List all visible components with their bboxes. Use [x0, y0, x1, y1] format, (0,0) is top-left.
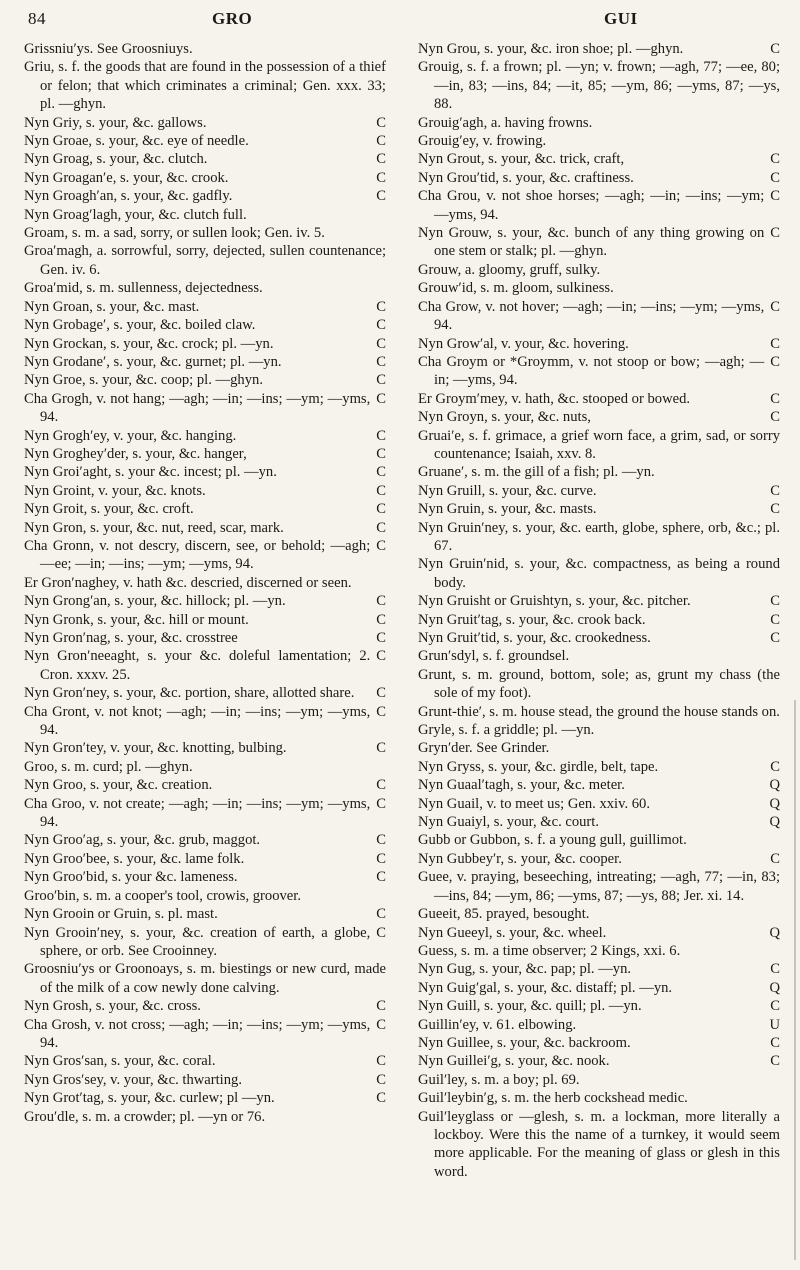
- entry-text: Nyn Groo, s. your, &c. creation.: [24, 777, 213, 794]
- entry-code: C: [376, 1053, 386, 1070]
- dictionary-entry: [24, 537, 386, 574]
- entry-text: Groo′bin, s. m. a cooper's tool, crowis, groover.: [24, 887, 301, 904]
- dictionary-entry: [418, 905, 780, 923]
- dictionary-entry: [418, 850, 780, 868]
- dictionary-entry: [24, 316, 386, 334]
- dictionary-entry: [418, 1016, 780, 1034]
- entry-text: Nyn Groint, v. your, &c. knots.: [24, 482, 206, 499]
- entry-code: C: [376, 335, 386, 352]
- entry-text: Nyn Groo′bee, s. your, &c. lame folk.: [24, 850, 245, 867]
- entry-code: Q: [769, 814, 780, 831]
- entry-text: Nyn Groe, s. your, &c. coop; pl. —ghyn.: [24, 372, 263, 389]
- dictionary-entry: [418, 500, 780, 518]
- entry-text: Grunt, s. m. ground, bottom, sole; as, grunt my chass (the sole of my foot).: [418, 666, 780, 702]
- dictionary-entry: [24, 611, 386, 629]
- entry-code: C: [376, 317, 386, 334]
- entry-code: C: [376, 630, 386, 646]
- entry-text: Er Gron′naghey, v. hath &c. descried, discerned or seen.: [24, 574, 352, 591]
- entry-text: Gruai′e, s. f. grimace, a grief worn face, a grim, sad, or sorry countenance; Isaiah, xxv. 8.: [418, 427, 780, 462]
- dictionary-entry: [24, 169, 386, 187]
- dictionary-entry: [418, 703, 780, 721]
- entry-text: Grouig′agh, a. having frowns.: [418, 114, 593, 131]
- dictionary-entry: [418, 924, 780, 942]
- entry-text: Grouw′id, s. m. gloom, sulkiness.: [418, 280, 614, 297]
- entry-code: Q: [769, 795, 780, 812]
- entry-text: Nyn Grou, s. your, &c. iron shoe; pl. —ghyn.: [418, 41, 684, 57]
- dictionary-entry: [24, 739, 386, 757]
- dictionary-entry: [418, 776, 780, 794]
- entry-code: C: [770, 409, 780, 426]
- entry-text: Cha Grou, v. not shoe horses; —agh; —in; —ins; —ym; —yms, 94.: [418, 188, 765, 223]
- dictionary-entry: [418, 335, 780, 353]
- entry-code: C: [376, 353, 386, 370]
- dictionary-entry: [24, 353, 386, 371]
- dictionary-entry: [24, 519, 386, 537]
- entry-text: Nyn Gronk, s. your, &c. hill or mount.: [24, 611, 249, 628]
- entry-text: Cha Grow, v. not hover; —agh; —in; —ins; —ym; —yms, 94.: [418, 298, 765, 334]
- entry-text: Nyn Groag′lagh, your, &c. clutch full.: [24, 206, 247, 223]
- entry-text: Grouig, s. f. a frown; pl. —yn; v. frown; —agh, 77; —ee, 80; —in, 83; —ins, 84; —it, 85; —ym, 86; —yms, 87; —ys, 88.: [418, 59, 780, 113]
- entry-code: C: [376, 906, 386, 923]
- entry-code: C: [376, 372, 386, 389]
- entry-text: Cha Groo, v. not create; —agh; —in; —ins; —ym; —yms, 94.: [24, 795, 371, 831]
- entry-text: Gryle, s. f. a griddle; pl. —yn.: [418, 722, 595, 739]
- dictionary-entry: [418, 1052, 780, 1070]
- dictionary-entry: [24, 776, 386, 794]
- entry-text: Guillin′ey, v. 61. elbowing.: [418, 1016, 577, 1033]
- entry-text: Griu, s. f. the goods that are found in the possession of a thief or felon; that which criminates a criminal; Gen. xxx. 33; pl. —ghyn.: [24, 59, 386, 113]
- entry-code: C: [376, 998, 386, 1015]
- entry-text: Nyn Groan, s. your, &c. mast.: [24, 298, 200, 315]
- entry-code: C: [376, 390, 386, 407]
- dictionary-entry: [418, 758, 780, 776]
- entry-code: C: [770, 758, 780, 775]
- dictionary-entry: [24, 924, 386, 961]
- entry-text: Guee, v. praying, beseeching, intreating; —agh, 77; —in, 83; —ins, 84; —ym, 86; —yms, 87; —ys, 88; Jer. xi. 14.: [418, 869, 780, 904]
- entry-code: C: [376, 924, 386, 941]
- entry-text: Nyn Gros′sey, v. your, &c. thwarting.: [24, 1071, 242, 1088]
- dictionary-entry: [418, 721, 780, 739]
- entry-code: C: [376, 648, 386, 665]
- entry-code: C: [770, 353, 780, 370]
- entry-text: Guil′ley, s. m. a boy; pl. 69.: [418, 1071, 580, 1088]
- dictionary-entry: [418, 942, 780, 960]
- entry-text: Nyn Gruit′tag, s. your, &c. crook back.: [418, 611, 646, 628]
- dictionary-entry: [24, 500, 386, 518]
- dictionary-entry: [418, 408, 780, 426]
- dictionary-entry: [24, 40, 386, 58]
- dictionary-entry: [418, 40, 780, 58]
- entry-text: Grouw, a. gloomy, gruff, sulky.: [418, 261, 601, 278]
- dictionary-entry: [24, 703, 386, 740]
- dictionary-entry: [24, 1108, 386, 1126]
- dictionary-entry: [418, 831, 780, 849]
- dictionary-entry: [418, 813, 780, 831]
- entry-code: C: [770, 169, 780, 186]
- entry-code: Q: [769, 979, 780, 996]
- dictionary-entry: [418, 298, 780, 335]
- entry-text: Nyn Gron, s. your, &c. nut, reed, scar, mark.: [24, 519, 284, 536]
- dictionary-entry: [418, 463, 780, 481]
- entry-text: Gueeit, 85. prayed, besought.: [418, 906, 590, 923]
- entry-text: Gryn′der. See Grinder.: [418, 740, 550, 757]
- entry-text: Nyn Guillee, s. your, &c. backroom.: [418, 1034, 631, 1051]
- entry-text: Grun′sdyl, s. f. groundsel.: [418, 648, 570, 665]
- entry-text: Nyn Groae, s. your, &c. eye of needle.: [24, 133, 249, 150]
- dictionary-entry: [24, 1016, 386, 1053]
- entry-text: Nyn Groi′aght, s. your &c. incest; pl. —yn.: [24, 464, 277, 481]
- entry-text: Nyn Grogh′ey, v. your, &c. hanging.: [24, 427, 237, 444]
- dictionary-entry: [24, 1052, 386, 1070]
- entry-text: Grou′dle, s. m. a crowder; pl. —yn or 76.: [24, 1108, 266, 1125]
- entry-text: Nyn Gruin′ney, s. your, &c. earth, globe, sphere, orb, &c.; pl. 67.: [418, 519, 780, 554]
- entry-code: C: [770, 501, 780, 518]
- entry-text: Er Groym′mey, v. hath, &c. stooped or bowed.: [418, 390, 691, 407]
- entry-code: C: [376, 188, 386, 205]
- entry-text: Nyn Grout, s. your, &c. trick, craft,: [418, 151, 625, 168]
- entry-text: Nyn Grodane′, s. your, &c. gurnet; pl. —yn.: [24, 353, 282, 370]
- entry-text: Nyn Gryss, s. your, &c. girdle, belt, tape.: [418, 758, 659, 775]
- entry-text: Nyn Groagan′e, s. your, &c. crook.: [24, 169, 229, 186]
- entry-text: Nyn Grooin′ney, s. your, &c. creation of earth, a globe, sphere, or orb. See Crooinney.: [24, 924, 371, 959]
- entry-code: C: [770, 850, 780, 867]
- dictionary-entry: [24, 647, 386, 684]
- dictionary-entry: [24, 187, 386, 205]
- entry-code: C: [770, 41, 780, 57]
- dictionary-entry: [24, 58, 386, 113]
- dictionary-entry: [418, 150, 780, 168]
- entry-code: Q: [769, 924, 780, 941]
- dictionary-entry: [24, 997, 386, 1015]
- entry-code: C: [376, 501, 386, 518]
- dictionary-entry: [24, 279, 386, 297]
- entry-code: C: [376, 1071, 386, 1088]
- entry-text: Nyn Grot′tag, s. your, &c. curlew; pl —yn.: [24, 1090, 275, 1107]
- dictionary-entry: [24, 390, 386, 427]
- entry-text: Nyn Groagh′an, s. your, &c. gadfly.: [24, 188, 233, 205]
- entry-code: C: [376, 850, 386, 867]
- dictionary-entry: [418, 187, 780, 224]
- dictionary-entry: [24, 868, 386, 886]
- entry-text: Nyn Gron′neeaght, s. your &c. doleful lamentation; 2. Cron. xxxv. 25.: [24, 648, 371, 683]
- entry-text: Nyn Groo′bid, s. your &c. lameness.: [24, 869, 238, 886]
- dictionary-entry: [418, 611, 780, 629]
- dictionary-entry: [418, 795, 780, 813]
- dictionary-entry: [24, 371, 386, 389]
- entry-code: C: [770, 998, 780, 1015]
- entry-code: C: [376, 519, 386, 536]
- entry-text: Nyn Grooin or Gruin, s. pl. mast.: [24, 906, 218, 923]
- entry-code: C: [376, 740, 386, 757]
- entry-text: Nyn Grouw, s. your, &c. bunch of any thing growing on one stem or stalk; pl. —ghyn.: [418, 225, 765, 260]
- entry-code: C: [376, 869, 386, 886]
- dictionary-entry: [418, 997, 780, 1015]
- dictionary-entry: [24, 684, 386, 702]
- entry-text: Nyn Gruin, s. your, &c. masts.: [418, 501, 597, 518]
- entry-text: Nyn Grobage′, s. your, &c. boiled claw.: [24, 317, 256, 334]
- entry-code: C: [376, 703, 386, 720]
- entry-code: C: [770, 961, 780, 978]
- entry-text: Nyn Guaal′tagh, s. your, &c. meter.: [418, 777, 625, 794]
- dictionary-entry: [24, 114, 386, 132]
- dictionary-entry: [24, 831, 386, 849]
- dictionary-entry: [418, 868, 780, 905]
- dictionary-entry: [418, 666, 780, 703]
- dictionary-entry: [24, 335, 386, 353]
- entry-text: Cha Gront, v. not knot; —agh; —in; —ins; —ym; —yms, 94.: [24, 703, 371, 739]
- entry-code: C: [770, 225, 780, 242]
- dictionary-entry: [418, 739, 780, 757]
- dictionary-entry: [418, 592, 780, 610]
- entry-code: C: [376, 795, 386, 812]
- entry-code: C: [376, 151, 386, 168]
- entry-text: Nyn Grong′an, s. your, &c. hillock; pl. —yn.: [24, 593, 286, 610]
- entry-text: Nyn Guill, s. your, &c. quill; pl. —yn.: [418, 998, 642, 1015]
- entry-code: C: [376, 298, 386, 315]
- dictionary-entry: [24, 758, 386, 776]
- dictionary-entry: [24, 463, 386, 481]
- entry-text: Nyn Groyn, s. your, &c. nuts,: [418, 409, 591, 426]
- dictionary-entry: [418, 519, 780, 556]
- entry-text: Nyn Guillei′g, s. your, &c. nook.: [418, 1053, 610, 1070]
- entry-text: Nyn Grockan, s. your, &c. crock; pl. —yn.: [24, 335, 274, 352]
- entry-code: C: [770, 630, 780, 646]
- entry-code: C: [376, 482, 386, 499]
- entry-text: Nyn Groo′ag, s. your, &c. grub, maggot.: [24, 832, 261, 849]
- entry-text: Nyn Gruit′tid, s. your, &c. crookedness.: [418, 630, 651, 646]
- entry-text: Nyn Gruin′nid, s. your, &c. compactness, as being a round body.: [418, 556, 780, 591]
- entry-text: Nyn Groit, s. your, &c. croft.: [24, 501, 194, 518]
- entry-code: C: [376, 445, 386, 462]
- entry-text: Gruane′, s. m. the gill of a fish; pl. —yn.: [418, 464, 655, 481]
- entry-text: Nyn Gros′san, s. your, &c. coral.: [24, 1053, 216, 1070]
- dictionary-entry: [24, 960, 386, 997]
- entry-code: C: [376, 611, 386, 628]
- dictionary-entry: [24, 242, 386, 279]
- entry-text: Nyn Guig′gal, s. your, &c. distaff; pl. —yn.: [418, 979, 673, 996]
- dictionary-entry: [418, 261, 780, 279]
- page-number: 84: [28, 9, 46, 28]
- entry-text: Cha Grosh, v. not cross; —agh; —in; —ins; —ym; —yms, 94.: [24, 1016, 371, 1051]
- entry-text: Nyn Gruisht or Gruishtyn, s. your, &c. pitcher.: [418, 593, 691, 610]
- entry-code: C: [770, 1034, 780, 1051]
- dictionary-entry: [418, 482, 780, 500]
- dictionary-entry: [418, 132, 780, 150]
- dictionary-entry: [418, 279, 780, 297]
- dictionary-entry: [24, 795, 386, 832]
- entry-code: C: [376, 685, 386, 702]
- entry-code: U: [769, 1016, 780, 1033]
- entry-code: C: [376, 427, 386, 444]
- entry-code: C: [376, 593, 386, 610]
- dictionary-entry: [418, 169, 780, 187]
- entry-text: Nyn Gron′nag, s. your, &c. crosstree: [24, 630, 238, 646]
- entry-text: Gubb or Gubbon, s. f. a young gull, guillimot.: [418, 832, 687, 849]
- entry-text: Guil′leyglass or —glesh, s. m. a lockman, more literally a lockboy. Were this the name of a turnkey, it would seem more applicable. For the meaning of glass or glesh in this word.: [418, 1108, 780, 1180]
- page-header: [0, 9, 800, 33]
- dictionary-entry: [24, 445, 386, 463]
- entry-text: Nyn Groag, s. your, &c. clutch.: [24, 151, 208, 168]
- entry-text: Cha Groym or *Groymm, v. not stoop or bow; —agh; —in; —yms, 94.: [418, 353, 765, 389]
- entry-code: C: [770, 188, 780, 205]
- dictionary-entry: [24, 132, 386, 150]
- dictionary-entry: [418, 114, 780, 132]
- entry-text: Nyn Gron′tey, v. your, &c. knotting, bulbing.: [24, 740, 287, 757]
- dictionary-entry: [418, 224, 780, 261]
- entry-text: Nyn Griy, s. your, &c. gallows.: [24, 114, 207, 131]
- dictionary-entry: [24, 574, 386, 592]
- entry-text: Nyn Gueeyl, s. your, &c. wheel.: [418, 924, 607, 941]
- entry-text: Nyn Groghey′der, s. your, &c. hanger,: [24, 445, 247, 462]
- entry-text: Nyn Guaiyl, s. your, &c. court.: [418, 814, 599, 831]
- entry-text: Groa′mid, s. m. sullenness, dejectedness.: [24, 280, 263, 297]
- entry-text: Nyn Grosh, s. your, &c. cross.: [24, 998, 201, 1015]
- running-head-right: GUI: [604, 9, 638, 28]
- entry-code: C: [770, 611, 780, 628]
- left-column: [24, 40, 386, 1126]
- dictionary-entry: [24, 1071, 386, 1089]
- entry-code: C: [770, 390, 780, 407]
- dictionary-entry: [418, 1108, 780, 1182]
- page-edge-shadow: [794, 700, 796, 1260]
- entry-text: Grunt-thie′, s. m. house stead, the ground the house stands on.: [418, 703, 780, 720]
- entry-code: C: [770, 298, 780, 315]
- dictionary-entry: [24, 482, 386, 500]
- dictionary-entry: [24, 905, 386, 923]
- entry-code: C: [376, 464, 386, 481]
- dictionary-entry: [418, 629, 780, 647]
- dictionary-entry: [418, 427, 780, 464]
- entry-text: Groo, s. m. curd; pl. —ghyn.: [24, 758, 193, 775]
- dictionary-entry: [24, 206, 386, 224]
- dictionary-entry: [24, 850, 386, 868]
- entry-code: C: [376, 133, 386, 150]
- dictionary-entry: [24, 298, 386, 316]
- entry-code: C: [770, 151, 780, 168]
- entry-code: C: [376, 832, 386, 849]
- entry-text: Nyn Grou′tid, s. your, &c. craftiness.: [418, 169, 634, 186]
- dictionary-entry: [24, 629, 386, 647]
- running-head-left: GRO: [212, 9, 253, 28]
- entry-text: Cha Grogh, v. not hang; —agh; —in; —ins; —ym; —yms, 94.: [24, 390, 371, 426]
- entry-text: Groa′magh, a. sorrowful, sorry, dejected, sullen countenance; Gen. iv. 6.: [24, 243, 386, 278]
- entry-text: Cha Gronn, v. not descry, discern, see, or behold; —agh; —ee; —in; —ins; —ym; —yms, 94.: [24, 537, 371, 573]
- entry-text: Grissniu′ys. See Groosniuys.: [24, 41, 193, 57]
- entry-text: Nyn Gruill, s. your, &c. curve.: [418, 482, 597, 499]
- entry-text: Guess, s. m. a time observer; 2 Kings, xxi. 6.: [418, 942, 681, 959]
- entry-code: Q: [769, 777, 780, 794]
- entry-code: C: [376, 169, 386, 186]
- entry-text: Nyn Guail, v. to meet us; Gen. xxiv. 60.: [418, 795, 650, 812]
- entry-text: Nyn Grow′al, v. your, &c. hovering.: [418, 335, 629, 352]
- entry-code: C: [770, 1053, 780, 1070]
- entry-text: Grouig′ey, v. frowing.: [418, 133, 547, 150]
- dictionary-entry: [24, 592, 386, 610]
- dictionary-entry: [418, 979, 780, 997]
- entry-code: C: [376, 1090, 386, 1107]
- entry-text: Groosniu′ys or Groonoays, s. m. biestings or new curd, made of the milk of a cow newly done calving.: [24, 961, 386, 996]
- dictionary-entry: [418, 353, 780, 390]
- dictionary-entry: [418, 1089, 780, 1107]
- dictionary-entry: [418, 555, 780, 592]
- entry-code: C: [770, 482, 780, 499]
- dictionary-entry: [24, 150, 386, 168]
- entry-text: Guil′leybin′g, s. m. the herb cockshead medic.: [418, 1090, 688, 1107]
- dictionary-entry: [418, 58, 780, 113]
- dictionary-entry: [418, 1071, 780, 1089]
- entry-text: Nyn Gron′ney, s. your, &c. portion, share, allotted share.: [24, 685, 355, 702]
- dictionary-entry: [24, 1089, 386, 1107]
- entry-code: C: [770, 593, 780, 610]
- entry-code: C: [376, 1016, 386, 1033]
- dictionary-entry: [24, 224, 386, 242]
- entry-text: Nyn Gubbey′r, s. your, &c. cooper.: [418, 850, 622, 867]
- entry-text: Groam, s. m. a sad, sorry, or sullen look; Gen. iv. 5.: [24, 225, 325, 242]
- entry-code: C: [376, 537, 386, 554]
- dictionary-entry: [24, 887, 386, 905]
- dictionary-entry: [24, 427, 386, 445]
- entry-code: C: [770, 335, 780, 352]
- dictionary-entry: [418, 390, 780, 408]
- entry-text: Nyn Gug, s. your, &c. pap; pl. —yn.: [418, 961, 632, 978]
- entry-code: C: [376, 114, 386, 131]
- dictionary-entry: [418, 647, 780, 665]
- entry-code: C: [376, 777, 386, 794]
- right-column: [418, 40, 780, 1181]
- dictionary-entry: [418, 960, 780, 978]
- dictionary-entry: [418, 1034, 780, 1052]
